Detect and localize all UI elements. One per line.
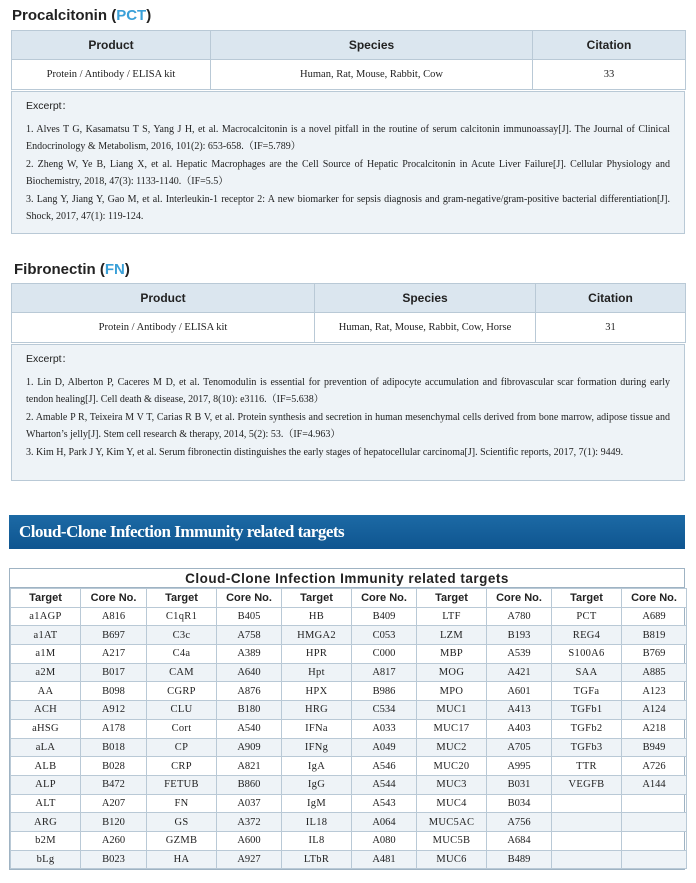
core-no-cell: B034 — [487, 794, 552, 813]
core-no-cell: B769 — [622, 645, 687, 664]
core-no-cell: B193 — [487, 626, 552, 645]
target-cell: MUC2 — [417, 738, 487, 757]
pct-header-citation: Citation — [533, 31, 686, 60]
target-cell: bLg — [11, 850, 81, 869]
table-row — [11, 850, 687, 869]
fn-section-title: Fibronectin (FN) — [14, 261, 130, 278]
core-no-cell: A601 — [487, 682, 552, 701]
core-no-cell — [622, 850, 687, 869]
target-cell: CGRP — [147, 682, 217, 701]
target-cell: HPR — [282, 645, 352, 664]
core-no-cell: A144 — [622, 775, 687, 794]
core-no-cell: B028 — [81, 757, 147, 776]
core-no-cell: C534 — [352, 701, 417, 720]
target-cell: ALT — [11, 794, 81, 813]
pct-reference-3: 3. Lang Y, Jiang Y, Gao M, et al. Interleukin-1 receptor 2: A new biomarker for sepsis diagnosis and gram-negative/gram-positive bacterial differentiation[J]. Shock, 2017, 47(1): 119-124. — [26, 193, 670, 222]
target-cell: FN — [147, 794, 217, 813]
pct-excerpt-label: Excerpt： — [26, 100, 73, 112]
core-no-cell: B697 — [81, 626, 147, 645]
core-no-cell: A758 — [217, 626, 282, 645]
target-cell: IgG — [282, 775, 352, 794]
table-row — [11, 831, 687, 850]
target-cell: LZM — [417, 626, 487, 645]
target-cell: C3c — [147, 626, 217, 645]
target-cell: REG4 — [552, 626, 622, 645]
table-row — [11, 775, 687, 794]
target-cell: MUC17 — [417, 719, 487, 738]
core-no-cell: A481 — [352, 850, 417, 869]
target-cell: ALP — [11, 775, 81, 794]
core-no-cell: C000 — [352, 645, 417, 664]
core-no-cell: A816 — [81, 607, 147, 626]
target-cell: PCT — [552, 607, 622, 626]
table-row — [11, 626, 687, 645]
pct-title-name: Procalcitonin — [12, 7, 108, 24]
core-no-cell: A049 — [352, 738, 417, 757]
target-cell: VEGFB — [552, 775, 622, 794]
core-no-cell: A689 — [622, 607, 687, 626]
col-header-target: Target — [417, 589, 487, 608]
table-row — [11, 701, 687, 720]
target-cell: FETUB — [147, 775, 217, 794]
targets-body — [11, 607, 687, 869]
core-no-cell: B180 — [217, 701, 282, 720]
fn-title-abbr: FN — [104, 261, 125, 278]
core-no-cell: A217 — [81, 645, 147, 664]
target-cell: MPO — [417, 682, 487, 701]
fn-species-cell: Human, Rat, Mouse, Rabbit, Cow, Horse — [315, 313, 536, 343]
target-cell: ALB — [11, 757, 81, 776]
core-no-cell: B031 — [487, 775, 552, 794]
core-no-cell: A178 — [81, 719, 147, 738]
target-cell: MOG — [417, 663, 487, 682]
table-row — [11, 663, 687, 682]
pct-reference-2: 2. Zheng W, Ye B, Liang X, et al. Hepatic Macrophages are the Cell Source of Hepatic Procalcitonin in Acute Liver Failure[J]. Cellular Physiology and Biochemistry, 2018, 47(3): 1133-1140.（IF=5.5） — [26, 158, 670, 187]
fn-header-citation: Citation — [536, 284, 686, 313]
pct-species-cell: Human, Rat, Mouse, Rabbit, Cow — [211, 60, 533, 90]
target-cell: MBP — [417, 645, 487, 664]
target-cell: CP — [147, 738, 217, 757]
target-cell: LTF — [417, 607, 487, 626]
fn-header-species: Species — [315, 284, 536, 313]
core-no-cell: B405 — [217, 607, 282, 626]
core-no-cell: B819 — [622, 626, 687, 645]
target-cell: Cort — [147, 719, 217, 738]
core-no-cell: A909 — [217, 738, 282, 757]
target-cell: ACH — [11, 701, 81, 720]
core-no-cell: B017 — [81, 663, 147, 682]
target-cell: MUC4 — [417, 794, 487, 813]
table-row — [11, 682, 687, 701]
core-no-cell: A080 — [352, 831, 417, 850]
target-cell — [552, 850, 622, 869]
target-cell: LTbR — [282, 850, 352, 869]
core-no-cell: A546 — [352, 757, 417, 776]
target-cell: S100A6 — [552, 645, 622, 664]
col-header-core-no: Core No. — [217, 589, 282, 608]
target-cell: IgA — [282, 757, 352, 776]
fn-excerpt-label: Excerpt： — [26, 353, 73, 365]
target-cell — [552, 813, 622, 832]
table-row — [11, 794, 687, 813]
core-no-cell: A033 — [352, 719, 417, 738]
table-row — [11, 757, 687, 776]
target-cell: MUC20 — [417, 757, 487, 776]
core-no-cell: A403 — [487, 719, 552, 738]
core-no-cell: A218 — [622, 719, 687, 738]
target-cell: GZMB — [147, 831, 217, 850]
core-no-cell — [622, 813, 687, 832]
col-header-target: Target — [552, 589, 622, 608]
target-cell: MUC1 — [417, 701, 487, 720]
col-header-core-no: Core No. — [622, 589, 687, 608]
target-cell: AA — [11, 682, 81, 701]
core-no-cell — [622, 794, 687, 813]
core-no-cell: A124 — [622, 701, 687, 720]
core-no-cell: A684 — [487, 831, 552, 850]
core-no-cell: B489 — [487, 850, 552, 869]
targets-table-box — [9, 568, 685, 870]
core-no-cell: A705 — [487, 738, 552, 757]
col-header-target: Target — [282, 589, 352, 608]
target-cell: TGFb3 — [552, 738, 622, 757]
target-cell: a1M — [11, 645, 81, 664]
pct-title-abbr: PCT — [116, 7, 147, 24]
pct-header-species: Species — [211, 31, 533, 60]
core-no-cell: B409 — [352, 607, 417, 626]
core-no-cell: B098 — [81, 682, 147, 701]
target-cell: C1qR1 — [147, 607, 217, 626]
table-row — [11, 813, 687, 832]
core-no-cell: A726 — [622, 757, 687, 776]
target-cell: MUC3 — [417, 775, 487, 794]
core-no-cell: B986 — [352, 682, 417, 701]
core-no-cell: A260 — [81, 831, 147, 850]
fn-reference-3: 3. Kim H, Park J Y, Kim Y, et al. Serum fibronectin distinguishes the early stages of hepatocellular carcinoma[J]. Scientific reports, 2017, 7(1): 9449. — [26, 446, 624, 458]
target-cell: Hpt — [282, 663, 352, 682]
fn-excerpt-box — [11, 344, 685, 481]
core-no-cell: A756 — [487, 813, 552, 832]
target-cell: SAA — [552, 663, 622, 682]
target-cell: IL8 — [282, 831, 352, 850]
core-no-cell — [622, 831, 687, 850]
target-cell: TGFb2 — [552, 719, 622, 738]
target-cell: TGFa — [552, 682, 622, 701]
target-cell: a2M — [11, 663, 81, 682]
core-no-cell: B472 — [81, 775, 147, 794]
target-cell: HA — [147, 850, 217, 869]
fn-product-table — [11, 283, 686, 343]
core-no-cell: A389 — [217, 645, 282, 664]
target-cell — [552, 831, 622, 850]
core-no-cell: A995 — [487, 757, 552, 776]
target-cell: MUC6 — [417, 850, 487, 869]
core-no-cell: A123 — [622, 682, 687, 701]
core-no-cell: B860 — [217, 775, 282, 794]
core-no-cell: A912 — [81, 701, 147, 720]
core-no-cell: A037 — [217, 794, 282, 813]
pct-product-table — [11, 30, 686, 90]
core-no-cell: A817 — [352, 663, 417, 682]
col-header-target: Target — [147, 589, 217, 608]
target-cell: HPX — [282, 682, 352, 701]
core-no-cell: A885 — [622, 663, 687, 682]
target-cell: a1AT — [11, 626, 81, 645]
target-cell: CLU — [147, 701, 217, 720]
table-row — [11, 738, 687, 757]
core-no-cell: B949 — [622, 738, 687, 757]
fn-header-product: Product — [12, 284, 315, 313]
table-row — [11, 719, 687, 738]
pct-product-cell: Protein / Antibody / ELISA kit — [12, 60, 211, 90]
target-cell: MUC5AC — [417, 813, 487, 832]
col-header-target: Target — [11, 589, 81, 608]
target-cell: IgM — [282, 794, 352, 813]
core-no-cell: B120 — [81, 813, 147, 832]
fn-title-name: Fibronectin — [14, 261, 96, 278]
target-cell: CAM — [147, 663, 217, 682]
core-no-cell: A540 — [217, 719, 282, 738]
core-no-cell: A543 — [352, 794, 417, 813]
target-cell: HRG — [282, 701, 352, 720]
target-cell: MUC5B — [417, 831, 487, 850]
target-cell: GS — [147, 813, 217, 832]
target-cell: IFNa — [282, 719, 352, 738]
target-cell: IFNg — [282, 738, 352, 757]
core-no-cell: A413 — [487, 701, 552, 720]
core-no-cell: C053 — [352, 626, 417, 645]
core-no-cell: A821 — [217, 757, 282, 776]
table-row — [11, 607, 687, 626]
targets-table-caption: Cloud-Clone Infection Immunity related targets — [10, 569, 684, 588]
core-no-cell: A207 — [81, 794, 147, 813]
pct-excerpt-box — [11, 91, 685, 234]
fn-reference-2: 2. Amable P R, Teixeira M V T, Carias R B V, et al. Protein synthesis and secretion in human mesenchymal cells derived from bone marrow, adipose tissue and Wharton’s jelly[J]. Stem cell research & therapy, 2014, 5(2): 53.（IF=4.963） — [26, 411, 670, 440]
core-no-cell: A600 — [217, 831, 282, 850]
core-no-cell: B023 — [81, 850, 147, 869]
core-no-cell: A780 — [487, 607, 552, 626]
target-cell: ARG — [11, 813, 81, 832]
core-no-cell: A539 — [487, 645, 552, 664]
core-no-cell: A544 — [352, 775, 417, 794]
target-cell: HB — [282, 607, 352, 626]
fn-reference-1: 1. Lin D, Alberton P, Caceres M D, et al. Tenomodulin is essential for prevention of adipocyte accumulation and fibrovascular scar formation during early tendon healing[J]. Cell death & disease, 2017, 8(10): e3116.（IF=5.638） — [26, 376, 670, 405]
target-cell: aLA — [11, 738, 81, 757]
core-no-cell: A927 — [217, 850, 282, 869]
core-no-cell: A064 — [352, 813, 417, 832]
target-cell: TGFb1 — [552, 701, 622, 720]
core-no-cell: A372 — [217, 813, 282, 832]
table-row — [11, 645, 687, 664]
pct-citation-cell: 33 — [533, 60, 686, 90]
col-header-core-no: Core No. — [487, 589, 552, 608]
target-cell: IL18 — [282, 813, 352, 832]
core-no-cell: A876 — [217, 682, 282, 701]
target-cell: C4a — [147, 645, 217, 664]
target-cell: b2M — [11, 831, 81, 850]
target-cell: aHSG — [11, 719, 81, 738]
targets-header-row — [11, 589, 687, 608]
core-no-cell: A421 — [487, 663, 552, 682]
core-no-cell: A640 — [217, 663, 282, 682]
targets-table — [10, 588, 687, 869]
col-header-core-no: Core No. — [352, 589, 417, 608]
fn-product-cell: Protein / Antibody / ELISA kit — [12, 313, 315, 343]
col-header-core-no: Core No. — [81, 589, 147, 608]
core-no-cell: B018 — [81, 738, 147, 757]
pct-section-title: Procalcitonin (PCT) — [12, 7, 152, 24]
pct-header-product: Product — [12, 31, 211, 60]
target-cell: a1AGP — [11, 607, 81, 626]
target-cell: HMGA2 — [282, 626, 352, 645]
target-cell: TTR — [552, 757, 622, 776]
fn-citation-cell: 31 — [536, 313, 686, 343]
pct-reference-1: 1. Alves T G, Kasamatsu T S, Yang J H, et al. Macrocalcitonin is a novel pitfall in the routine of serum calcitonin immunoassay[J]. The Journal of Clinical Endocrinology & Metabolism, 2016, 101(2): 653-658.（IF=5.789） — [26, 123, 670, 152]
section-banner: Cloud-Clone Infection Immunity related targets — [9, 515, 685, 549]
target-cell — [552, 794, 622, 813]
target-cell: CRP — [147, 757, 217, 776]
